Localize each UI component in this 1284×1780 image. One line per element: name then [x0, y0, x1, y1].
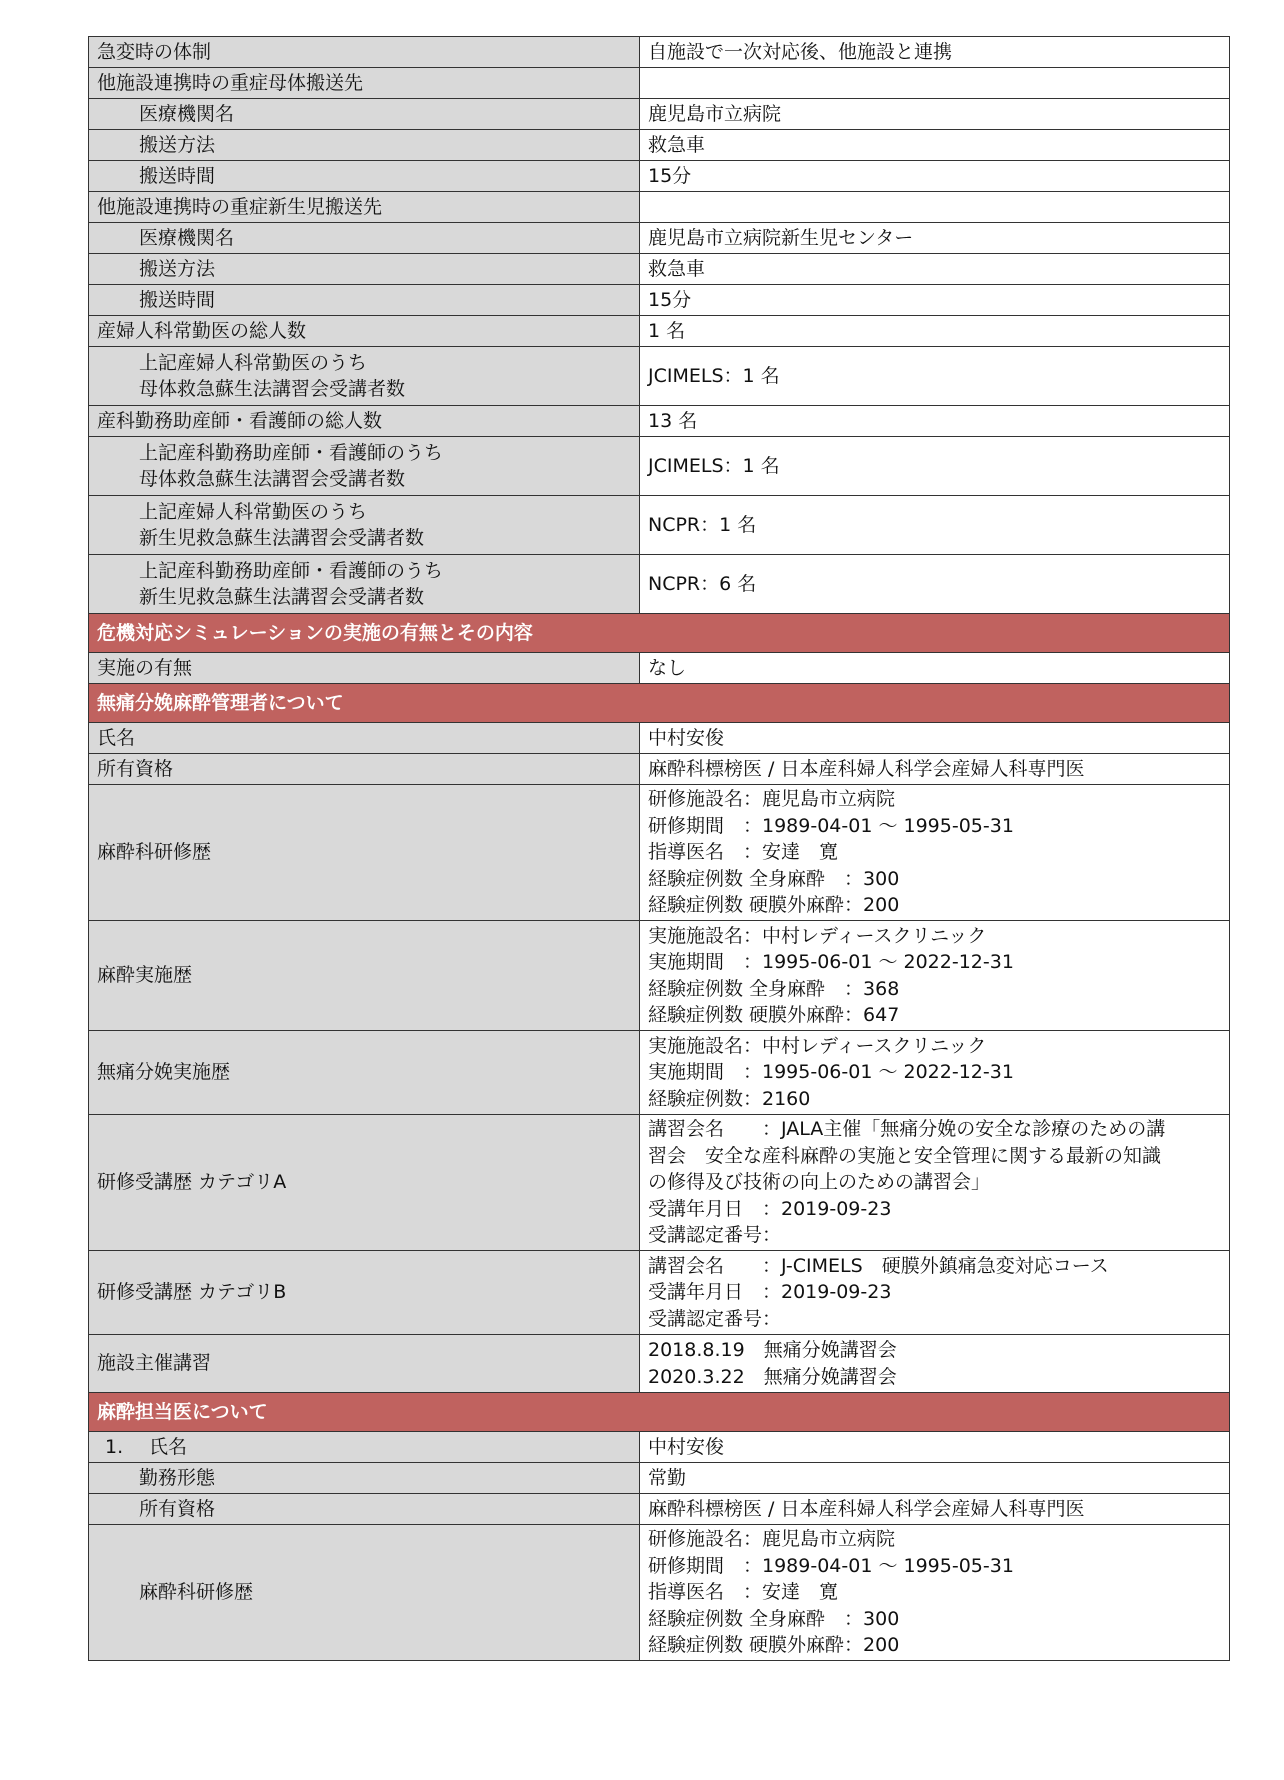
row-value-line: 経験症例数 硬膜外麻酔：200	[648, 894, 900, 917]
row-value-line: 講習会名 ：JALA主催「無痛分娩の安全な診療のための講	[648, 1118, 1166, 1141]
row-label: 実施の有無	[89, 653, 640, 684]
row-label-line: 上記産婦人科常勤医のうち	[139, 351, 368, 374]
row-label-line: 母体救急蘇生法講習会受講者数	[139, 468, 406, 490]
row-value	[640, 1525, 1230, 1661]
row-label: 産科勤務助産師・看護師の総人数	[89, 406, 640, 437]
row-number: 1.	[105, 1435, 124, 1458]
row-value: 15分	[640, 161, 1230, 192]
row-label: 氏名	[89, 723, 640, 754]
row-label	[89, 555, 640, 614]
row-value: 常勤	[640, 1463, 1230, 1494]
row-value-line: 研修施設名：鹿児島市立病院	[648, 1528, 896, 1551]
row-label: 他施設連携時の重症母体搬送先	[89, 68, 640, 99]
row-label	[89, 1432, 640, 1463]
table-row	[89, 1463, 1230, 1494]
table-row	[89, 68, 1230, 99]
row-value-line: 講習会名 ：J-CIMELS 硬膜外鎮痛急変対応コース	[648, 1254, 1109, 1277]
row-value-line: 経験症例数：2160	[648, 1087, 811, 1110]
table-row	[89, 223, 1230, 254]
row-value-line: 経験症例数 硬膜外麻酔：200	[648, 1634, 900, 1657]
row-label: 麻酔科研修歴	[89, 785, 640, 921]
row-value-line: の修得及び技術の向上のための講習会」	[648, 1171, 991, 1194]
row-value-line: 受講認定番号：	[648, 1224, 782, 1247]
row-value: 麻酔科標榜医 / 日本産科婦人科学会産婦人科専門医	[640, 1494, 1230, 1525]
row-value-line: 実施期間 ：1995-06-01 ～ 2022-12-31	[648, 1061, 1014, 1084]
row-value: 麻酔科標榜医 / 日本産科婦人科学会産婦人科専門医	[640, 754, 1230, 785]
table-row	[89, 1432, 1230, 1463]
table-row	[89, 437, 1230, 496]
row-value-line: 習会 安全な産科麻酔の実施と安全管理に関する最新の知識	[648, 1144, 1162, 1167]
table-row	[89, 285, 1230, 316]
table-row	[89, 99, 1230, 130]
row-value: NCPR：6 名	[640, 555, 1230, 614]
row-value-line: 経験症例数 全身麻酔 ：300	[648, 1607, 900, 1630]
row-value-line: 2018.8.19 無痛分娩講習会	[648, 1339, 897, 1361]
row-value	[640, 1251, 1230, 1335]
table-row	[89, 347, 1230, 406]
table-row	[89, 406, 1230, 437]
row-value	[640, 1335, 1230, 1393]
row-label: 急変時の体制	[89, 37, 640, 68]
table-row	[89, 785, 1230, 921]
row-label: 麻酔実施歴	[89, 921, 640, 1031]
row-value-line: 経験症例数 硬膜外麻酔：647	[648, 1004, 900, 1026]
row-value: NCPR：1 名	[640, 496, 1230, 555]
section-header-row	[89, 614, 1230, 653]
table-row	[89, 754, 1230, 785]
row-label: 医療機関名	[89, 99, 640, 130]
row-label: 麻酔科研修歴	[89, 1525, 640, 1661]
row-label	[89, 496, 640, 555]
row-label: 搬送時間	[89, 161, 640, 192]
section-header-title: 麻酔担当医について	[89, 1393, 1230, 1432]
section-header-title: 危機対応シミュレーションの実施の有無とその内容	[89, 614, 1230, 653]
table-row	[89, 555, 1230, 614]
row-value-line: 実施期間 ：1995-06-01 ～ 2022-12-31	[648, 951, 1014, 973]
section-header-title: 無痛分娩麻酔管理者について	[89, 684, 1230, 723]
row-label-line: 上記産科勤務助産師・看護師のうち	[139, 441, 444, 464]
row-label-text: 氏名	[149, 1435, 188, 1458]
row-value	[640, 1115, 1230, 1251]
row-label: 搬送時間	[89, 285, 640, 316]
row-value-line: 指導医名 ：安達 寛	[648, 841, 839, 864]
table-row	[89, 254, 1230, 285]
row-value: 救急車	[640, 254, 1230, 285]
row-label-line: 新生児救急蘇生法講習会受講者数	[139, 586, 425, 608]
table-row	[89, 1031, 1230, 1115]
row-label: 他施設連携時の重症新生児搬送先	[89, 192, 640, 223]
row-value-line: 研修期間 ：1989-04-01 ～ 1995-05-31	[648, 1554, 1014, 1577]
row-label-line: 上記産婦人科常勤医のうち	[139, 500, 368, 523]
table-row	[89, 37, 1230, 68]
section-header-row	[89, 684, 1230, 723]
row-value: 鹿児島市立病院	[640, 99, 1230, 130]
row-label-line: 母体救急蘇生法講習会受講者数	[139, 378, 406, 400]
row-value-line: 研修期間 ：1989-04-01 ～ 1995-05-31	[648, 814, 1014, 837]
table-row	[89, 161, 1230, 192]
row-value: JCIMELS：1 名	[640, 437, 1230, 496]
row-value-line: 実施施設名：中村レディースクリニック	[648, 1034, 987, 1057]
table-row	[89, 316, 1230, 347]
row-label: 所有資格	[89, 754, 640, 785]
row-value-line: 2020.3.22 無痛分娩講習会	[648, 1365, 897, 1388]
table-row	[89, 921, 1230, 1031]
row-label: 無痛分娩実施歴	[89, 1031, 640, 1115]
row-value	[640, 785, 1230, 921]
row-value-line: 研修施設名：鹿児島市立病院	[648, 788, 896, 811]
row-value-line: 経験症例数 全身麻酔 ：368	[648, 977, 900, 1000]
row-value	[640, 1031, 1230, 1115]
table-row	[89, 1494, 1230, 1525]
row-value: 中村安俊	[640, 1432, 1230, 1463]
row-label: 勤務形態	[89, 1463, 640, 1494]
table-row	[89, 1525, 1230, 1661]
table-row	[89, 1335, 1230, 1393]
row-value: なし	[640, 653, 1230, 684]
row-value: JCIMELS：1 名	[640, 347, 1230, 406]
section-header-row	[89, 1393, 1230, 1432]
row-value-line: 受講年月日 ：2019-09-23	[648, 1281, 892, 1304]
facility-info-table-body	[89, 37, 1230, 1661]
row-label: 所有資格	[89, 1494, 640, 1525]
row-value	[640, 192, 1230, 223]
row-label	[89, 437, 640, 496]
facility-info-document	[88, 36, 1230, 1661]
row-value	[640, 68, 1230, 99]
row-label-line: 上記産科勤務助産師・看護師のうち	[139, 559, 444, 582]
row-label: 研修受講歴 カテゴリB	[89, 1251, 640, 1335]
row-value: 13 名	[640, 406, 1230, 437]
row-value-line: 受講認定番号：	[648, 1307, 782, 1330]
table-row	[89, 1251, 1230, 1335]
row-label: 施設主催講習	[89, 1335, 640, 1393]
facility-info-table	[88, 36, 1230, 1661]
row-value-line: 指導医名 ：安達 寛	[648, 1581, 839, 1604]
row-label	[89, 347, 640, 406]
row-value-line: 経験症例数 全身麻酔 ：300	[648, 867, 900, 890]
row-label: 研修受講歴 カテゴリA	[89, 1115, 640, 1251]
row-value: 中村安俊	[640, 723, 1230, 754]
row-value-line: 受講年月日 ：2019-09-23	[648, 1197, 892, 1220]
row-value: 救急車	[640, 130, 1230, 161]
row-label: 産婦人科常勤医の総人数	[89, 316, 640, 347]
table-row	[89, 130, 1230, 161]
table-row	[89, 1115, 1230, 1251]
table-row	[89, 653, 1230, 684]
row-value	[640, 921, 1230, 1031]
row-value: 1 名	[640, 316, 1230, 347]
row-label: 搬送方法	[89, 254, 640, 285]
table-row	[89, 192, 1230, 223]
row-value: 自施設で一次対応後、他施設と連携	[640, 37, 1230, 68]
row-label: 医療機関名	[89, 223, 640, 254]
table-row	[89, 723, 1230, 754]
row-value-line: 実施施設名：中村レディースクリニック	[648, 924, 987, 947]
row-value: 15分	[640, 285, 1230, 316]
table-row	[89, 496, 1230, 555]
row-value: 鹿児島市立病院新生児センター	[640, 223, 1230, 254]
row-label: 搬送方法	[89, 130, 640, 161]
row-label-line: 新生児救急蘇生法講習会受講者数	[139, 527, 425, 549]
